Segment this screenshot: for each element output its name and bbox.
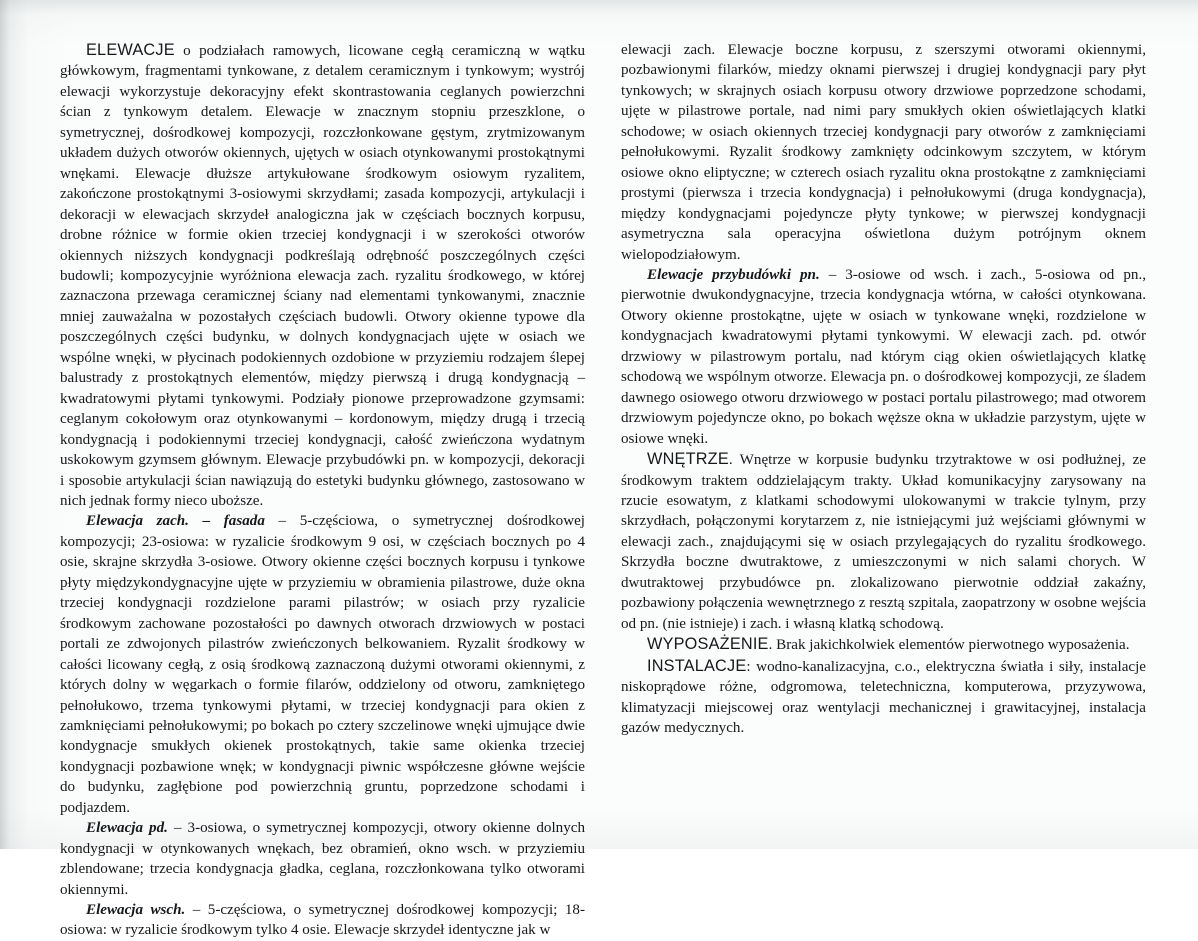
section-heading-wnetrze: WNĘTRZE bbox=[647, 450, 729, 469]
section-heading-elewacje: ELEWACJE bbox=[86, 41, 175, 59]
left-text-column bbox=[60, 40, 586, 939]
paragraph-body-elewacja-wsch: – 5-częściowa, o symetrycznej dośrodkowej kompozycji; 18-osiowa: w ryzalicie środkowym tylko 4 osie. Elewacje skrzydeł identyczne jak w bbox=[60, 902, 585, 939]
paragraph-instalacje bbox=[621, 656, 1146, 739]
paragraph-elewacje-przybudowki bbox=[621, 265, 1146, 449]
paragraph-body-elewacje: o podziałach ramowych, licowane cegłą ceramiczną w wątku główkowym, fragmentami tynkowane, z detalem ceramicznym i tynkowym; wystrój elewacji wykorzystuje dekoracyjny efekt skontrastowania ceglanych powierzchni ścian z tynkowym detalem. Elewacje w znacznym stopniu przeszklone, o symetrycznej, dośrodkowej kompozycji, rozczłonkowane gęstym, zrytmizowanym układem dużych otworów okiennych, ujętych w osiach otynkowanymi prostokątnymi wnękami. Elewacje dłuższe artykułowane środkowym osiowym ryzalitem, zakończone prostokątnymi 3-osiowymi skrzydłami; zasada kompozycji, artykulacji i dekoracji w elewacjach skrzydeł analogiczna jak w częściach bocznych korpusu, drobne różnice w formie okien trzeciej kondygnacji i w szerokości otworów okiennych niższych kondygnacji podkreślają odrębność poszczególnych części budowli; kompozycyjnie wyróżniona elewacja zach. ryzalitu środkowego, w której zaznaczona przewaga ceramicznej ściany nad elementami tynkowanymi, znacznie mniej zauważalna w pozostałych częściach budowli. Otwory okienne typowe dla poszczególnych części budynku, w dolnych kondygnacjach ujęte w osiach we wspólne wnęki, w płycinach podokiennych ozdobione w przyziemiu rodzajem ślepej balustrady z prostokątnych elementów, między pierwszą i drugą kondygnacją – kwadratowymi płytami tynkowymi. Podziały pionowe przeprowadzone gzymsami: ceglanym cokołowym oraz otynkowanymi – kordonowym, między drugą i trzecią kondygnacją i podokiennymi trzeciej kondygnacji, całość zwieńczona wydatnym uskokowym gzymsem głównym. Elewacje przybudówki pn. w kompozycji, dekoracji i sposobie artykulacji ścian nawiązują do estetyki budynku głównego, zastosowano w nich jednak formy nieco uboższe. bbox=[60, 43, 585, 509]
paragraph-body-elewacja-zach: – 5-częściowa, o symetrycznej dośrodkowej kompozycji; 23-osiowa: w ryzalicie środkowym 9 osi, w częściach bocznych po 4 osie, skrajne skrzydła 3-osiowe. Otwory okienne części bocznych korpusu i tynkowe płyty międzykondygnacyjne ujęte w przyziemiu w obramienia pilastrowe, duże okna trzeciej kondygnacji rozdzielone parami pilastrów; w osiach przy ryzalicie środkowym zachowane pozostałości po dawnych otworach drzwiowych w postaci portali ze zdwojonych pilastrów zwieńczonych belkowaniem. Ryzalit środkowy w całości licowany cegłą, z osią środkową zaznaczoną dużymi otworami okiennymi, z których dolny w węgarkach o formie filarów, oddzielony od otworu, zamkniętego pełnołukowo, trzema tynkowymi płytami, w trzeciej kondygnacji para okien z zamknięciami pełnołukowymi; po bokach po cztery szczelinowe wnęki ujmujące dwie kondygnacje smukłych okienek prostokątnych, takie same okienka trzeciej kondygnacji pozbawione wnęk; w kondygnacji piwnic współczesne główne wejście do budynku, zagłębione pod powierzchnią gruntu, poprzedzone schodami i podjazdem. bbox=[60, 513, 585, 816]
paragraph-body-wnetrze: . Wnętrze w korpusie budynku trzytraktowe w osi podłużnej, ze środkowym traktem oddzielającym trakty. Układ komunikacyjny zarysowany na rzucie esowatym, z klatkami schodowymi ulokowanymi w trakcie tylnym, przy skrzydłach, połączonymi korytarzem z, nie istniejącymi już wejściami głównymi w elewacji zach., znajdującymi się w osiach przylegających do ryzalitu środkowego. Skrzydła boczne dwutraktowe, z umieszczonymi w nich salami chorych. W dwutraktowej przybudówce pn. zlokalizowano pierwotnie oddział zakaźny, pozbawiony połączenia wewnętrznego z resztą szpitala, zaopatrzony w osobne wejścia od pn. (nie istnieje) i zach. i własną klatką schodową. bbox=[621, 452, 1146, 632]
two-column-text-body bbox=[60, 40, 1147, 939]
paragraph-elewacja-wsch-continued bbox=[621, 40, 1146, 265]
sub-heading-elewacje-przybudowki: Elewacje przybudówki pn. bbox=[647, 266, 820, 283]
paragraph-wnetrze bbox=[621, 449, 1146, 634]
sub-heading-elewacja-wsch: Elewacja wsch. bbox=[86, 902, 186, 919]
paragraph-elewacja-wsch bbox=[60, 900, 585, 941]
paragraph-body-elewacja-pd: – 3-osiowa, o symetrycznej kompozycji, otwory okienne dolnych kondygnacji w otynkowanych wnękach, bez obramień, okno wsch. w przyziemiu zblendowane; trzecia kondygnacja gładka, ceglana, rozczłonkowana tylko otworami okiennymi. bbox=[60, 820, 586, 898]
section-heading-wyposazenie: WYPOSAŻENIE bbox=[647, 635, 769, 654]
paragraph-body-elewacje-przybudowki: – 3-osiowe od wsch. i zach., 5-osiowa od pn., pierwotnie dwukondygnacyjne, trzecia kondygnacja wtórna, w całości otynkowana. Otwory okienne prostokątne, ujęte w osiach w tynkowane wnęki, rozdzielone w kondygnacjach kwadratowymi płytami tynkowymi. W elewacji zach. pd. otwór drzwiowy w pilastrowym portalu, nad którym ciąg okien oświetlających klatkę schodową we wspólnym otworze. Elewacja pn. o dośrodkowej kompozycji, ze śladem dawnego osiowego otworu drzwiowego w postaci portalu pilastrowego; mad otworem drzwiowym pojedyncze okno, po bokach węższe okna w układzie parzystym, ujęte w osiowe wnęki. bbox=[621, 266, 1147, 447]
paragraph-wyposazenie bbox=[621, 634, 1146, 655]
right-text-column bbox=[621, 40, 1146, 830]
section-heading-instalacje: INSTALACJE bbox=[647, 656, 747, 675]
sub-heading-elewacja-zach: Elewacja zach. – fasada bbox=[86, 513, 265, 530]
paragraph-elewacje bbox=[60, 40, 585, 511]
paragraph-body-instalacje: : wodno-kanalizacyjna, c.o., elektryczna światła i siły, instalacje niskoprądowe różne, odgromowa, teletechniczna, komputerowa, przyzywowa, klimatyzacji miejscowej oraz wentylacji mechanicznej i grawitacyjnej, instalacja gazów medycznych. bbox=[621, 658, 1146, 736]
sub-heading-elewacja-pd: Elewacja pd. bbox=[86, 820, 168, 837]
paragraph-body-wyposazenie: . Brak jakichkolwiek elementów pierwotnego wyposażenia. bbox=[768, 637, 1130, 654]
paragraph-elewacja-pd bbox=[60, 818, 585, 900]
paragraph-body-elewacja-wsch-continued: elewacji zach. Elewacje boczne korpusu, z szerszymi otworami okiennymi, pozbawionymi filarków, miedzy oknami pierwszej i drugiej kondygnacji pary płyt tynkowych; w skrajnych osiach korpusu otwory drzwiowe poprzedzone schodami, ujęte w pilastrowe portale, nad nimi pary smukłych okien oświetlających klatki schodowe; w osiach okiennych trzeciej kondygnacji pary otworów z zamknięciami pełnołukowymi. Ryzalit środkowy zamknięty odcinkowym szczytem, w którym osiowe okno eliptyczne; w czterech osiach ryzalitu okna prostokątne z zamknięciami prostymi (pierwsza i trzecia kondygnacja) i pełnołukowymi (druga kondygnacja), między kondygnacjami pojedyncze płyty tynkowe; w pierwszej kondygnacji asymetryczna sala operacyjna oświetlona dużym potrójnym oknem wielopodziałowym. bbox=[621, 42, 1146, 263]
paragraph-elewacja-zach bbox=[60, 511, 585, 818]
